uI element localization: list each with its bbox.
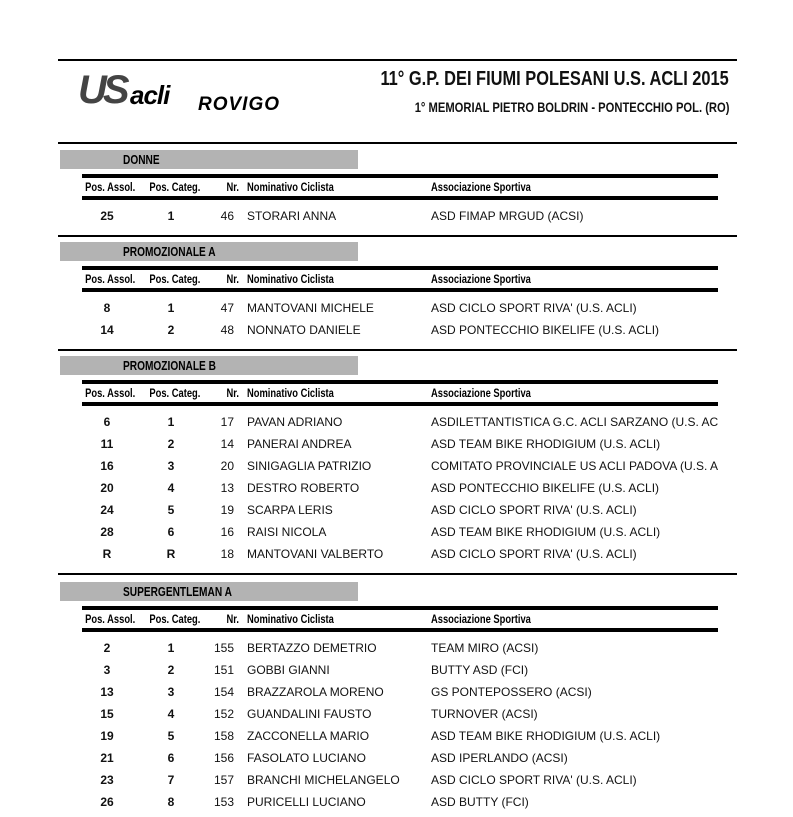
table-row bbox=[0, 773, 793, 795]
nr-cell: 151 bbox=[213, 663, 234, 677]
association-cell: ASD TEAM BIKE RHODIGIUM (U.S. ACLI) bbox=[431, 437, 661, 451]
nr-cell: 14 bbox=[220, 437, 234, 451]
association-cell: ASD IPERLANDO (ACSI) bbox=[431, 751, 568, 765]
pos-assol-cell: 2 bbox=[103, 641, 111, 655]
pos-categ-cell: 6 bbox=[167, 751, 175, 765]
section-separator bbox=[58, 573, 737, 575]
table-row bbox=[0, 641, 793, 663]
table-row bbox=[0, 751, 793, 773]
header-top-bar bbox=[82, 266, 718, 270]
header-top-bar bbox=[82, 606, 718, 610]
table-row bbox=[0, 547, 793, 569]
category-bar bbox=[60, 356, 358, 375]
col-nr-header: Nr. bbox=[226, 272, 239, 286]
rider-name-cell: SINIGAGLIA PATRIZIO bbox=[247, 459, 372, 473]
pos-categ-cell: 2 bbox=[167, 323, 175, 337]
event-subtitle: 1° MEMORIAL PIETRO BOLDRIN - PONTECCHIO POL. (RO) bbox=[414, 99, 729, 115]
col-pos-categ-header: Pos. Categ. bbox=[149, 386, 200, 400]
pos-assol-cell: 20 bbox=[100, 481, 114, 495]
col-associazione-header: Associazione Sportiva bbox=[431, 180, 531, 194]
pos-assol-cell: 14 bbox=[100, 323, 114, 337]
col-nominativo-header: Nominativo Ciclista bbox=[247, 612, 334, 626]
nr-cell: 156 bbox=[213, 751, 234, 765]
pos-assol-cell: 21 bbox=[100, 751, 114, 765]
nr-cell: 48 bbox=[220, 323, 234, 337]
pos-categ-cell: 5 bbox=[167, 729, 175, 743]
pos-assol-cell: 8 bbox=[103, 301, 111, 315]
table-row bbox=[0, 459, 793, 481]
pos-categ-cell: 8 bbox=[167, 795, 175, 809]
rider-name-cell: STORARI ANNA bbox=[247, 209, 337, 223]
table-row bbox=[0, 685, 793, 707]
col-pos-assol-header: Pos. Assol. bbox=[84, 612, 135, 626]
header-bottom-bar bbox=[82, 402, 718, 406]
association-cell: ASD PONTECCHIO BIKELIFE (U.S. ACLI) bbox=[431, 481, 660, 495]
usacli-logo bbox=[78, 70, 188, 114]
table-row bbox=[0, 503, 793, 525]
association-cell: ASD PONTECCHIO BIKELIFE (U.S. ACLI) bbox=[431, 323, 660, 337]
event-title: 11° G.P. DEI FIUMI POLESANI U.S. ACLI 2015 bbox=[380, 68, 729, 90]
table-row bbox=[0, 795, 793, 817]
rider-name-cell: PANERAI ANDREA bbox=[247, 437, 352, 451]
category-bar bbox=[60, 582, 358, 601]
rider-name-cell: GOBBI GIANNI bbox=[247, 663, 330, 677]
table-row bbox=[0, 525, 793, 547]
table-row bbox=[0, 707, 793, 729]
category-label: PROMOZIONALE B bbox=[123, 358, 216, 373]
pos-assol-cell: R bbox=[102, 547, 112, 561]
header-bottom-bar bbox=[82, 288, 718, 292]
top-rule bbox=[58, 59, 737, 61]
pos-categ-cell: 7 bbox=[167, 773, 175, 787]
rider-name-cell: PURICELLI LUCIANO bbox=[247, 795, 366, 809]
association-cell: ASD TEAM BIKE RHODIGIUM (U.S. ACLI) bbox=[431, 729, 661, 743]
rider-name-cell: MANTOVANI VALBERTO bbox=[247, 547, 384, 561]
nr-cell: 47 bbox=[220, 301, 234, 315]
nr-cell: 17 bbox=[220, 415, 234, 429]
nr-cell: 153 bbox=[213, 795, 234, 809]
col-nr-header: Nr. bbox=[226, 386, 239, 400]
rider-name-cell: BRAZZAROLA MORENO bbox=[247, 685, 384, 699]
pos-categ-cell: 1 bbox=[167, 415, 175, 429]
table-row bbox=[0, 437, 793, 459]
col-pos-categ-header: Pos. Categ. bbox=[149, 272, 200, 286]
nr-cell: 152 bbox=[213, 707, 234, 721]
col-pos-assol-header: Pos. Assol. bbox=[84, 386, 135, 400]
section-separator bbox=[58, 235, 737, 237]
col-nominativo-header: Nominativo Ciclista bbox=[247, 180, 334, 194]
pos-assol-cell: 19 bbox=[100, 729, 114, 743]
pos-assol-cell: 13 bbox=[100, 685, 114, 699]
association-cell: COMITATO PROVINCIALE US ACLI PADOVA (U.S. A bbox=[431, 459, 718, 473]
association-cell: BUTTY ASD (FCI) bbox=[431, 663, 529, 677]
table-row bbox=[0, 209, 793, 231]
pos-categ-cell: 4 bbox=[167, 707, 175, 721]
association-cell: ASD TEAM BIKE RHODIGIUM (U.S. ACLI) bbox=[431, 525, 661, 539]
header-bottom-bar bbox=[82, 628, 718, 632]
table-row bbox=[0, 301, 793, 323]
category-label: PROMOZIONALE A bbox=[123, 244, 216, 259]
rider-name-cell: GUANDALINI FAUSTO bbox=[247, 707, 372, 721]
col-associazione-header: Associazione Sportiva bbox=[431, 612, 531, 626]
category-label: DONNE bbox=[123, 152, 160, 167]
pos-assol-cell: 24 bbox=[100, 503, 114, 517]
rider-name-cell: FASOLATO LUCIANO bbox=[247, 751, 366, 765]
nr-cell: 16 bbox=[220, 525, 234, 539]
rider-name-cell: MANTOVANI MICHELE bbox=[247, 301, 374, 315]
nr-cell: 20 bbox=[220, 459, 234, 473]
pos-categ-cell: 2 bbox=[167, 437, 175, 451]
pos-assol-cell: 3 bbox=[103, 663, 111, 677]
logo-us-text: US bbox=[78, 68, 126, 112]
header-top-bar bbox=[82, 174, 718, 178]
pos-assol-cell: 16 bbox=[100, 459, 114, 473]
pos-assol-cell: 15 bbox=[100, 707, 114, 721]
pos-categ-cell: 4 bbox=[167, 481, 175, 495]
rider-name-cell: DESTRO ROBERTO bbox=[247, 481, 360, 495]
col-nominativo-header: Nominativo Ciclista bbox=[247, 386, 334, 400]
col-nr-header: Nr. bbox=[226, 612, 239, 626]
pos-assol-cell: 11 bbox=[100, 437, 114, 451]
pos-assol-cell: 23 bbox=[100, 773, 114, 787]
category-label: SUPERGENTLEMAN A bbox=[123, 584, 232, 599]
pos-categ-cell: 6 bbox=[167, 525, 175, 539]
pos-categ-cell: 3 bbox=[167, 685, 175, 699]
rider-name-cell: PAVAN ADRIANO bbox=[247, 415, 343, 429]
pos-categ-cell: 1 bbox=[167, 209, 175, 223]
header-top-bar bbox=[82, 380, 718, 384]
pos-assol-cell: 6 bbox=[103, 415, 111, 429]
association-cell: ASDILETTANTISTICA G.C. ACLI SARZANO (U.S. AC bbox=[431, 415, 719, 429]
association-cell: TEAM MIRO (ACSI) bbox=[431, 641, 539, 655]
category-bar bbox=[60, 242, 358, 261]
association-cell: ASD BUTTY (FCI) bbox=[431, 795, 529, 809]
rider-name-cell: BERTAZZO DEMETRIO bbox=[247, 641, 377, 655]
nr-cell: 18 bbox=[220, 547, 234, 561]
col-pos-categ-header: Pos. Categ. bbox=[149, 180, 200, 194]
association-cell: ASD CICLO SPORT RIVA' (U.S. ACLI) bbox=[431, 773, 637, 787]
header-rule bbox=[58, 142, 737, 144]
association-cell: ASD CICLO SPORT RIVA' (U.S. ACLI) bbox=[431, 503, 637, 517]
pos-assol-cell: 25 bbox=[100, 209, 114, 223]
association-cell: ASD CICLO SPORT RIVA' (U.S. ACLI) bbox=[431, 547, 637, 561]
rider-name-cell: SCARPA LERIS bbox=[247, 503, 333, 517]
pos-categ-cell: 5 bbox=[167, 503, 175, 517]
association-cell: GS PONTEPOSSERO (ACSI) bbox=[431, 685, 592, 699]
pos-categ-cell: 3 bbox=[167, 459, 175, 473]
col-associazione-header: Associazione Sportiva bbox=[431, 386, 531, 400]
col-associazione-header: Associazione Sportiva bbox=[431, 272, 531, 286]
nr-cell: 157 bbox=[213, 773, 234, 787]
table-row bbox=[0, 663, 793, 685]
nr-cell: 13 bbox=[220, 481, 234, 495]
pos-categ-cell: 1 bbox=[167, 641, 175, 655]
pos-categ-cell: R bbox=[166, 547, 176, 561]
col-nr-header: Nr. bbox=[226, 180, 239, 194]
table-row bbox=[0, 415, 793, 437]
city-label: ROVIGO bbox=[198, 94, 281, 115]
rider-name-cell: ZACCONELLA MARIO bbox=[247, 729, 370, 743]
association-cell: ASD CICLO SPORT RIVA' (U.S. ACLI) bbox=[431, 301, 637, 315]
col-nominativo-header: Nominativo Ciclista bbox=[247, 272, 334, 286]
rider-name-cell: NONNATO DANIELE bbox=[247, 323, 361, 337]
rider-name-cell: BRANCHI MICHELANGELO bbox=[247, 773, 400, 787]
nr-cell: 158 bbox=[213, 729, 234, 743]
association-cell: ASD FIMAP MRGUD (ACSI) bbox=[431, 209, 584, 223]
section-separator bbox=[58, 349, 737, 351]
pos-categ-cell: 1 bbox=[167, 301, 175, 315]
col-pos-categ-header: Pos. Categ. bbox=[149, 612, 200, 626]
category-bar bbox=[60, 150, 358, 169]
table-row bbox=[0, 323, 793, 345]
header-bottom-bar bbox=[82, 196, 718, 200]
col-pos-assol-header: Pos. Assol. bbox=[84, 272, 135, 286]
rider-name-cell: RAISI NICOLA bbox=[247, 525, 327, 539]
nr-cell: 46 bbox=[220, 209, 234, 223]
nr-cell: 155 bbox=[213, 641, 234, 655]
table-row bbox=[0, 729, 793, 751]
pos-categ-cell: 2 bbox=[167, 663, 175, 677]
col-pos-assol-header: Pos. Assol. bbox=[84, 180, 135, 194]
table-row bbox=[0, 481, 793, 503]
association-cell: TURNOVER (ACSI) bbox=[431, 707, 538, 721]
nr-cell: 154 bbox=[213, 685, 234, 699]
logo-acli-text: acli bbox=[130, 80, 170, 110]
pos-assol-cell: 26 bbox=[100, 795, 114, 809]
pos-assol-cell: 28 bbox=[100, 525, 114, 539]
nr-cell: 19 bbox=[220, 503, 234, 517]
